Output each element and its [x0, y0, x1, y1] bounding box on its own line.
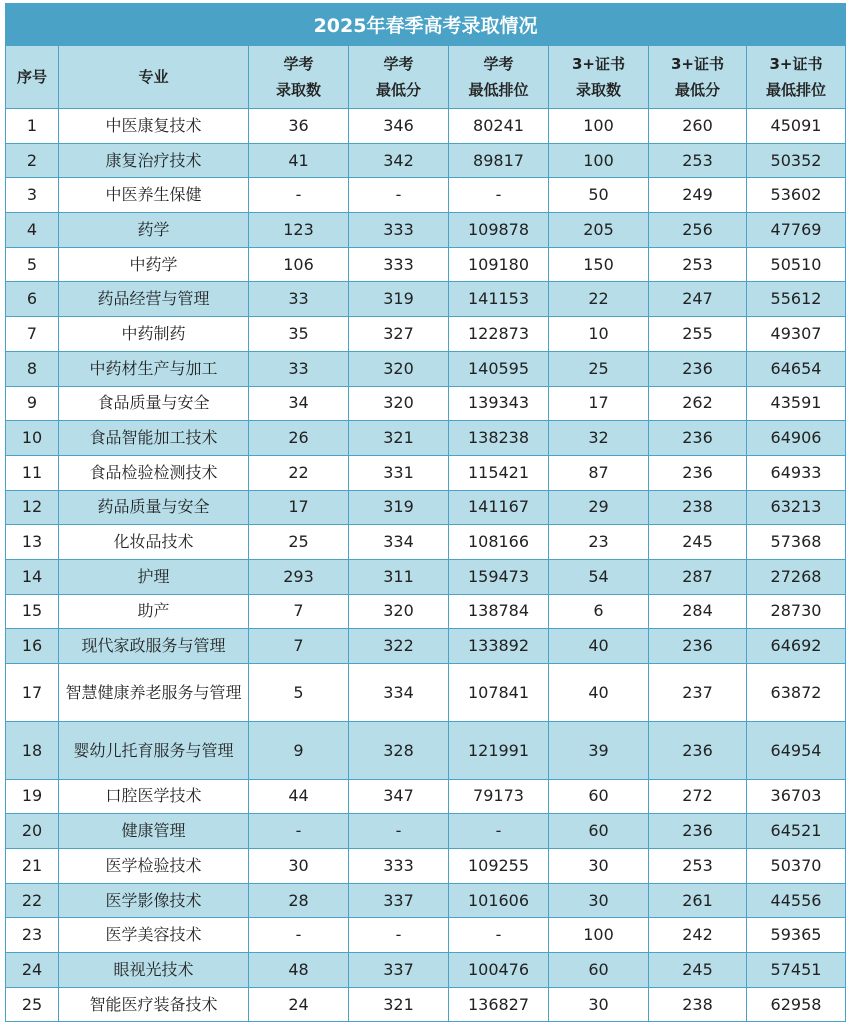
value-cell: 17 — [549, 386, 649, 421]
value-cell: 261 — [649, 883, 747, 918]
value-cell: 321 — [349, 421, 449, 456]
row-index-cell: 18 — [6, 721, 59, 779]
value-cell: 89817 — [449, 143, 549, 178]
value-cell: 159473 — [449, 559, 549, 594]
table-row — [6, 282, 846, 317]
row-index-cell: 15 — [6, 594, 59, 629]
value-cell: 64692 — [747, 629, 846, 664]
table-row — [6, 109, 846, 144]
row-index-cell: 13 — [6, 525, 59, 560]
value-cell: 108166 — [449, 525, 549, 560]
major-name-cell: 食品检验检测技术 — [59, 455, 249, 490]
row-index-cell: 21 — [6, 848, 59, 883]
value-cell: 115421 — [449, 455, 549, 490]
column-header-line: 3+证书 — [571, 55, 625, 73]
value-cell: 347 — [349, 779, 449, 814]
major-name-cell: 中医养生保健 — [59, 178, 249, 213]
value-cell: 55612 — [747, 282, 846, 317]
value-cell: 253 — [649, 247, 747, 282]
table-row — [6, 594, 846, 629]
value-cell: 245 — [649, 525, 747, 560]
value-cell: 311 — [349, 559, 449, 594]
value-cell: 49307 — [747, 317, 846, 352]
admission-table — [5, 3, 846, 1022]
value-cell: 319 — [349, 490, 449, 525]
column-header-line: 专业 — [138, 68, 169, 86]
value-cell: 40 — [549, 629, 649, 664]
value-cell: 319 — [349, 282, 449, 317]
value-cell: 260 — [649, 109, 747, 144]
value-cell: 57368 — [747, 525, 846, 560]
value-cell: 100 — [549, 918, 649, 953]
value-cell: 327 — [349, 317, 449, 352]
row-index-cell: 10 — [6, 421, 59, 456]
value-cell: 328 — [349, 721, 449, 779]
value-cell: 255 — [649, 317, 747, 352]
row-index-cell: 23 — [6, 918, 59, 953]
value-cell: 121991 — [449, 721, 549, 779]
major-name-cell: 助产 — [59, 594, 249, 629]
table-row — [6, 490, 846, 525]
major-name-cell: 食品质量与安全 — [59, 386, 249, 421]
value-cell: 7 — [249, 629, 349, 664]
value-cell: 80241 — [449, 109, 549, 144]
column-header-1 — [6, 46, 59, 109]
major-name-cell: 智慧健康养老服务与管理 — [59, 664, 249, 722]
value-cell: 249 — [649, 178, 747, 213]
column-header-line: 录取数 — [575, 81, 621, 99]
major-name-cell: 食品智能加工技术 — [59, 421, 249, 456]
value-cell: 342 — [349, 143, 449, 178]
major-name-cell: 口腔医学技术 — [59, 779, 249, 814]
value-cell: 141167 — [449, 490, 549, 525]
major-name-cell: 医学影像技术 — [59, 883, 249, 918]
table-row — [6, 987, 846, 1022]
value-cell: - — [349, 918, 449, 953]
value-cell: 334 — [349, 525, 449, 560]
column-header-line: 学考 — [483, 55, 514, 73]
major-name-cell: 中药学 — [59, 247, 249, 282]
value-cell: - — [349, 814, 449, 849]
table-row — [6, 178, 846, 213]
row-index-cell: 17 — [6, 664, 59, 722]
major-name-cell: 药品质量与安全 — [59, 490, 249, 525]
row-index-cell: 5 — [6, 247, 59, 282]
value-cell: 109180 — [449, 247, 549, 282]
value-cell: 236 — [649, 455, 747, 490]
value-cell: 334 — [349, 664, 449, 722]
value-cell: 54 — [549, 559, 649, 594]
value-cell: 41 — [249, 143, 349, 178]
value-cell: 62958 — [747, 987, 846, 1022]
value-cell: 25 — [549, 351, 649, 386]
value-cell: 30 — [549, 848, 649, 883]
value-cell: 64954 — [747, 721, 846, 779]
value-cell: 245 — [649, 953, 747, 988]
value-cell: 138238 — [449, 421, 549, 456]
value-cell: 337 — [349, 883, 449, 918]
value-cell: 25 — [249, 525, 349, 560]
table-row — [6, 629, 846, 664]
value-cell: 106 — [249, 247, 349, 282]
table-row — [6, 317, 846, 352]
value-cell: 331 — [349, 455, 449, 490]
column-header-line: 最低排位 — [766, 81, 827, 99]
major-name-cell: 眼视光技术 — [59, 953, 249, 988]
value-cell: 100 — [549, 109, 649, 144]
value-cell: 238 — [649, 490, 747, 525]
value-cell: 293 — [249, 559, 349, 594]
column-header-6 — [549, 46, 649, 109]
value-cell: 50 — [549, 178, 649, 213]
value-cell: 346 — [349, 109, 449, 144]
value-cell: 236 — [649, 351, 747, 386]
table-row — [6, 525, 846, 560]
value-cell: 333 — [349, 213, 449, 248]
row-index-cell: 4 — [6, 213, 59, 248]
value-cell: 27268 — [747, 559, 846, 594]
value-cell: 6 — [549, 594, 649, 629]
value-cell: 29 — [549, 490, 649, 525]
value-cell: 123 — [249, 213, 349, 248]
column-header-8 — [747, 46, 846, 109]
row-index-cell: 8 — [6, 351, 59, 386]
value-cell: 9 — [249, 721, 349, 779]
table-row — [6, 953, 846, 988]
table-row — [6, 143, 846, 178]
value-cell: 50510 — [747, 247, 846, 282]
value-cell: 87 — [549, 455, 649, 490]
value-cell: 205 — [549, 213, 649, 248]
value-cell: 100476 — [449, 953, 549, 988]
table-row — [6, 664, 846, 722]
value-cell: 101606 — [449, 883, 549, 918]
column-header-2 — [59, 46, 249, 109]
value-cell: 59365 — [747, 918, 846, 953]
value-cell: 236 — [649, 629, 747, 664]
value-cell: 109255 — [449, 848, 549, 883]
value-cell: 256 — [649, 213, 747, 248]
table-row — [6, 559, 846, 594]
value-cell: 236 — [649, 421, 747, 456]
table-row — [6, 848, 846, 883]
column-header-4 — [349, 46, 449, 109]
table-row — [6, 918, 846, 953]
row-index-cell: 22 — [6, 883, 59, 918]
value-cell: 47769 — [747, 213, 846, 248]
value-cell: 60 — [549, 953, 649, 988]
row-index-cell: 20 — [6, 814, 59, 849]
major-name-cell: 中药材生产与加工 — [59, 351, 249, 386]
value-cell: 57451 — [747, 953, 846, 988]
column-header-line: 最低分 — [375, 81, 421, 99]
table-row — [6, 883, 846, 918]
value-cell: 48 — [249, 953, 349, 988]
row-index-cell: 6 — [6, 282, 59, 317]
header-row — [6, 46, 846, 109]
value-cell: 5 — [249, 664, 349, 722]
value-cell: 253 — [649, 143, 747, 178]
column-header-line: 最低排位 — [468, 81, 529, 99]
value-cell: 33 — [249, 282, 349, 317]
value-cell: 23 — [549, 525, 649, 560]
value-cell: 44556 — [747, 883, 846, 918]
value-cell: 236 — [649, 721, 747, 779]
value-cell: 140595 — [449, 351, 549, 386]
value-cell: 28730 — [747, 594, 846, 629]
value-cell: 26 — [249, 421, 349, 456]
row-index-cell: 14 — [6, 559, 59, 594]
value-cell: 36703 — [747, 779, 846, 814]
row-index-cell: 11 — [6, 455, 59, 490]
row-index-cell: 7 — [6, 317, 59, 352]
value-cell: 337 — [349, 953, 449, 988]
value-cell: 63872 — [747, 664, 846, 722]
value-cell: 30 — [549, 987, 649, 1022]
value-cell: 139343 — [449, 386, 549, 421]
value-cell: 141153 — [449, 282, 549, 317]
value-cell: 284 — [649, 594, 747, 629]
value-cell: 133892 — [449, 629, 549, 664]
table-row — [6, 779, 846, 814]
value-cell: 333 — [349, 247, 449, 282]
value-cell: 50352 — [747, 143, 846, 178]
value-cell: 32 — [549, 421, 649, 456]
value-cell: 40 — [549, 664, 649, 722]
major-name-cell: 中药制药 — [59, 317, 249, 352]
row-index-cell: 12 — [6, 490, 59, 525]
value-cell: 50370 — [747, 848, 846, 883]
major-name-cell: 药品经营与管理 — [59, 282, 249, 317]
column-header-line: 最低分 — [674, 81, 720, 99]
row-index-cell: 16 — [6, 629, 59, 664]
value-cell: 28 — [249, 883, 349, 918]
table-row — [6, 213, 846, 248]
value-cell: 287 — [649, 559, 747, 594]
value-cell: 236 — [649, 814, 747, 849]
value-cell: 320 — [349, 351, 449, 386]
value-cell: 30 — [249, 848, 349, 883]
row-index-cell: 1 — [6, 109, 59, 144]
value-cell: 45091 — [747, 109, 846, 144]
value-cell: 64933 — [747, 455, 846, 490]
row-index-cell: 19 — [6, 779, 59, 814]
value-cell: 109878 — [449, 213, 549, 248]
major-name-cell: 护理 — [59, 559, 249, 594]
table-body — [6, 109, 846, 1022]
value-cell: 322 — [349, 629, 449, 664]
value-cell: - — [449, 178, 549, 213]
row-index-cell: 24 — [6, 953, 59, 988]
value-cell: 107841 — [449, 664, 549, 722]
value-cell: 64654 — [747, 351, 846, 386]
row-index-cell: 25 — [6, 987, 59, 1022]
value-cell: 272 — [649, 779, 747, 814]
major-name-cell: 中医康复技术 — [59, 109, 249, 144]
value-cell: - — [249, 918, 349, 953]
value-cell: 79173 — [449, 779, 549, 814]
column-header-line: 学考 — [283, 55, 314, 73]
value-cell: 22 — [249, 455, 349, 490]
value-cell: 100 — [549, 143, 649, 178]
table-row — [6, 421, 846, 456]
value-cell: 35 — [249, 317, 349, 352]
row-index-cell: 9 — [6, 386, 59, 421]
value-cell: 53602 — [747, 178, 846, 213]
table-row — [6, 247, 846, 282]
value-cell: 262 — [649, 386, 747, 421]
value-cell: 253 — [649, 848, 747, 883]
value-cell: 64906 — [747, 421, 846, 456]
table-row — [6, 455, 846, 490]
value-cell: 63213 — [747, 490, 846, 525]
value-cell: 44 — [249, 779, 349, 814]
value-cell: - — [449, 814, 549, 849]
value-cell: 10 — [549, 317, 649, 352]
value-cell: 34 — [249, 386, 349, 421]
table-row — [6, 814, 846, 849]
column-header-3 — [249, 46, 349, 109]
value-cell: 333 — [349, 848, 449, 883]
value-cell: 43591 — [747, 386, 846, 421]
value-cell: 60 — [549, 779, 649, 814]
value-cell: 150 — [549, 247, 649, 282]
value-cell: 22 — [549, 282, 649, 317]
value-cell: 136827 — [449, 987, 549, 1022]
major-name-cell: 药学 — [59, 213, 249, 248]
value-cell: - — [349, 178, 449, 213]
value-cell: - — [449, 918, 549, 953]
major-name-cell: 医学美容技术 — [59, 918, 249, 953]
table-row — [6, 351, 846, 386]
value-cell: - — [249, 814, 349, 849]
column-header-7 — [649, 46, 747, 109]
major-name-cell: 婴幼儿托育服务与管理 — [59, 721, 249, 779]
value-cell: 320 — [349, 594, 449, 629]
table-row — [6, 386, 846, 421]
column-header-line: 录取数 — [275, 81, 321, 99]
value-cell: 64521 — [747, 814, 846, 849]
value-cell: 39 — [549, 721, 649, 779]
value-cell: - — [249, 178, 349, 213]
major-name-cell: 健康管理 — [59, 814, 249, 849]
row-index-cell: 2 — [6, 143, 59, 178]
value-cell: 24 — [249, 987, 349, 1022]
value-cell: 122873 — [449, 317, 549, 352]
column-header-line: 3+证书 — [769, 55, 823, 73]
value-cell: 30 — [549, 883, 649, 918]
major-name-cell: 医学检验技术 — [59, 848, 249, 883]
value-cell: 238 — [649, 987, 747, 1022]
value-cell: 247 — [649, 282, 747, 317]
value-cell: 17 — [249, 490, 349, 525]
column-header-5 — [449, 46, 549, 109]
value-cell: 237 — [649, 664, 747, 722]
major-name-cell: 智能医疗装备技术 — [59, 987, 249, 1022]
column-header-line: 3+证书 — [670, 55, 724, 73]
value-cell: 7 — [249, 594, 349, 629]
table-title: 2025年春季高考录取情况 — [6, 4, 846, 46]
major-name-cell: 现代家政服务与管理 — [59, 629, 249, 664]
value-cell: 321 — [349, 987, 449, 1022]
table-row — [6, 721, 846, 779]
row-index-cell: 3 — [6, 178, 59, 213]
value-cell: 60 — [549, 814, 649, 849]
value-cell: 138784 — [449, 594, 549, 629]
value-cell: 320 — [349, 386, 449, 421]
major-name-cell: 化妆品技术 — [59, 525, 249, 560]
column-header-line: 序号 — [16, 68, 47, 86]
value-cell: 33 — [249, 351, 349, 386]
value-cell: 242 — [649, 918, 747, 953]
value-cell: 36 — [249, 109, 349, 144]
column-header-line: 学考 — [383, 55, 414, 73]
major-name-cell: 康复治疗技术 — [59, 143, 249, 178]
